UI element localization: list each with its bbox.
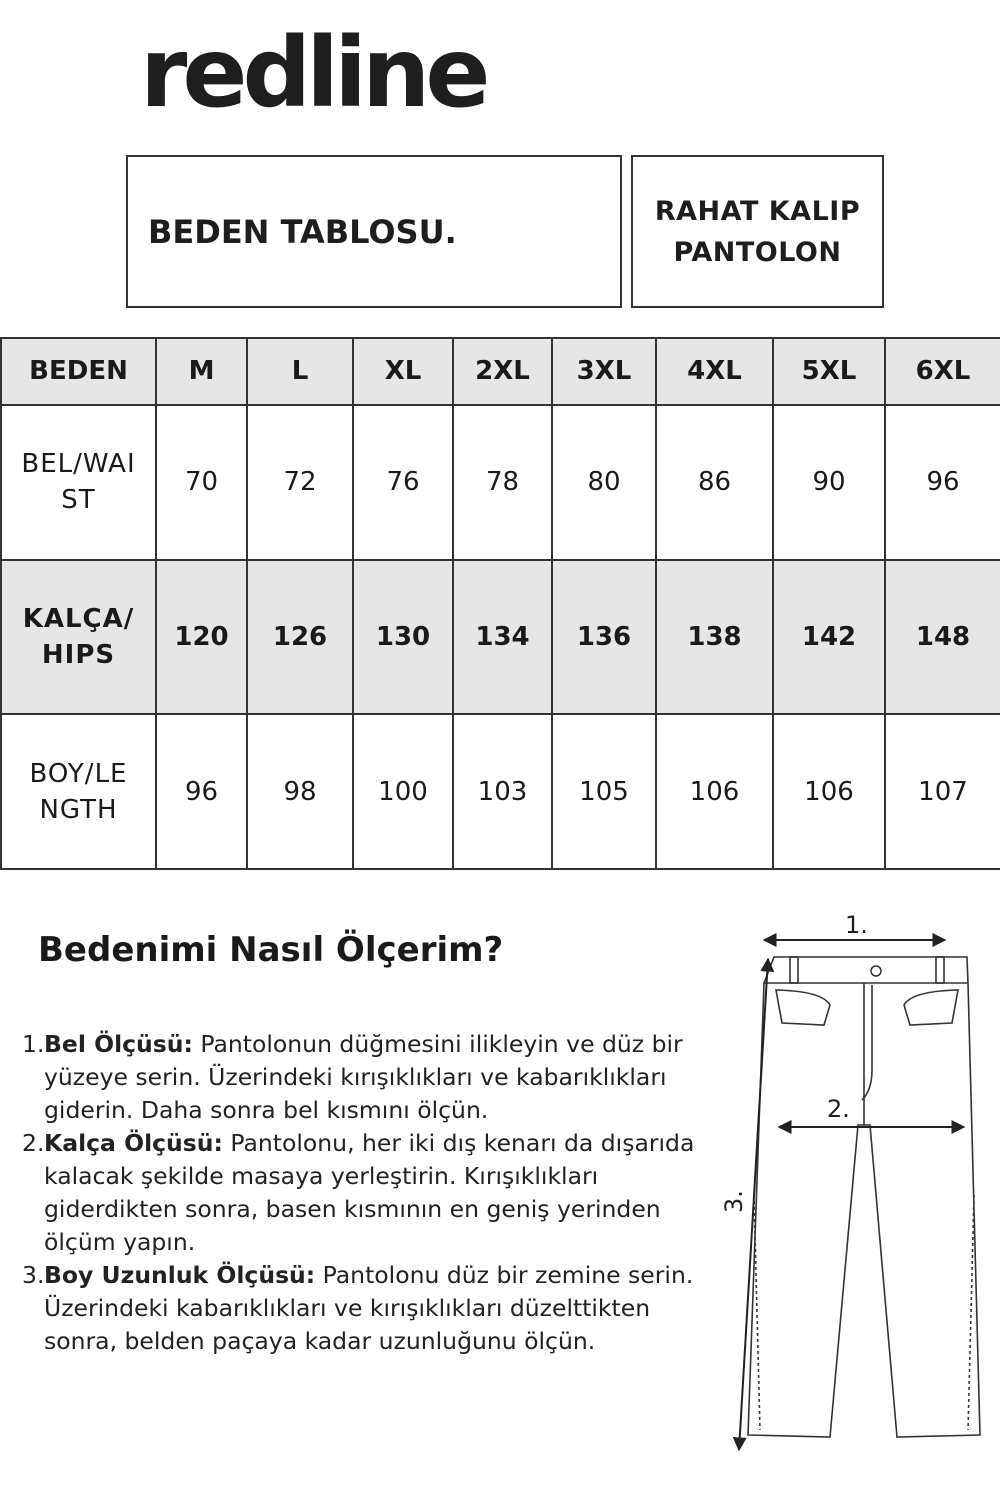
- size-header-cell: M: [156, 338, 247, 405]
- hips-value: 138: [656, 560, 773, 715]
- hips-value: 136: [552, 560, 656, 715]
- step-number: 2.: [22, 1129, 45, 1157]
- size-header-label: BEDEN: [1, 338, 156, 405]
- size-header-row: [1, 338, 1000, 405]
- waist-value: 80: [552, 405, 656, 560]
- length-label-line1: BOY/LE: [29, 758, 128, 789]
- size-chart-title-box: [126, 155, 622, 308]
- length-value: 96: [156, 714, 247, 869]
- step-text: Pantolonu, her iki dış kenarı da dışarıda kalacak şekilde masaya yerleştirin. Kırışıklıkları giderdikten sonra, basen kısmının en geniş yerinden ölçüm yapın.: [44, 1129, 695, 1256]
- length-value: 106: [656, 714, 773, 869]
- waist-value: 72: [247, 405, 353, 560]
- waist-marker-label: 1.: [845, 911, 868, 939]
- size-header-cell: L: [247, 338, 353, 405]
- step-text: Pantolonun düğmesini ilikleyin ve düz bir yüzeye serin. Üzerindeki kırışıklıkları ve kabarıklıkları giderin. Daha sonra bel kısmını ölçün.: [44, 1030, 683, 1124]
- waist-value: 90: [773, 405, 885, 560]
- hips-value: 120: [156, 560, 247, 715]
- step-item: [22, 1028, 722, 1127]
- measurement-steps: [22, 1028, 722, 1358]
- step-term: Bel Ölçüsü:: [44, 1030, 193, 1058]
- waist-value: 78: [453, 405, 552, 560]
- step-item: [22, 1127, 722, 1259]
- product-type-line2: PANTOLON: [673, 236, 842, 268]
- length-marker-label: 3.: [720, 1190, 748, 1213]
- waist-row: [1, 405, 1000, 560]
- step-item: [22, 1259, 722, 1358]
- length-value: 100: [353, 714, 453, 869]
- waist-row-label: [1, 405, 156, 560]
- size-header-cell: 2XL: [453, 338, 552, 405]
- hips-value: 142: [773, 560, 885, 715]
- length-value: 107: [885, 714, 1000, 869]
- hips-row: [1, 560, 1000, 715]
- step-number: 1.: [22, 1030, 45, 1058]
- waist-value: 86: [656, 405, 773, 560]
- size-header-cell: 6XL: [885, 338, 1000, 405]
- length-value: 98: [247, 714, 353, 869]
- hips-label-line1: KALÇA/: [22, 603, 135, 634]
- hips-row-label: [1, 560, 156, 715]
- hips-value: 134: [453, 560, 552, 715]
- waist-value: 70: [156, 405, 247, 560]
- length-value: 106: [773, 714, 885, 869]
- pants-outline: [748, 957, 980, 1437]
- hips-value: 148: [885, 560, 1000, 715]
- hips-value: 130: [353, 560, 453, 715]
- hips-label-line2: HIPS: [41, 639, 116, 670]
- length-row: [1, 714, 1000, 869]
- hips-value: 126: [247, 560, 353, 715]
- size-header-cell: 5XL: [773, 338, 885, 405]
- step-term: Boy Uzunluk Ölçüsü:: [44, 1261, 316, 1289]
- product-type-line1: RAHAT KALIP: [654, 195, 861, 227]
- waist-label-line2: ST: [61, 485, 96, 516]
- product-type-box: [631, 155, 884, 308]
- size-header-cell: 3XL: [552, 338, 656, 405]
- button-icon: [871, 966, 881, 976]
- size-table: [0, 337, 1000, 870]
- hips-marker-label: 2.: [827, 1095, 850, 1123]
- waist-value: 76: [353, 405, 453, 560]
- length-label-line2: NGTH: [39, 794, 118, 825]
- howto-title: Bedenimi Nasıl Ölçerim?: [38, 930, 504, 970]
- waist-label-line1: BEL/WAI: [21, 449, 136, 480]
- length-value: 105: [552, 714, 656, 869]
- length-value: 103: [453, 714, 552, 869]
- size-header-cell: XL: [353, 338, 453, 405]
- size-chart-title: BEDEN TABLOSU.: [148, 212, 457, 251]
- waist-value: 96: [885, 405, 1000, 560]
- brand-logo: redline: [140, 17, 486, 129]
- step-term: Kalça Ölçüsü:: [44, 1129, 223, 1157]
- size-header-cell: 4XL: [656, 338, 773, 405]
- step-text: Pantolonu düz bir zemine serin. Üzerindeki kabarıklıkları ve kırışıklıkları düzelttikten sonra, belden paçaya kadar uzunluğunu ölçün.: [44, 1261, 694, 1355]
- pants-measurement-diagram: [712, 895, 1000, 1495]
- step-number: 3.: [22, 1261, 45, 1289]
- length-row-label: [1, 714, 156, 869]
